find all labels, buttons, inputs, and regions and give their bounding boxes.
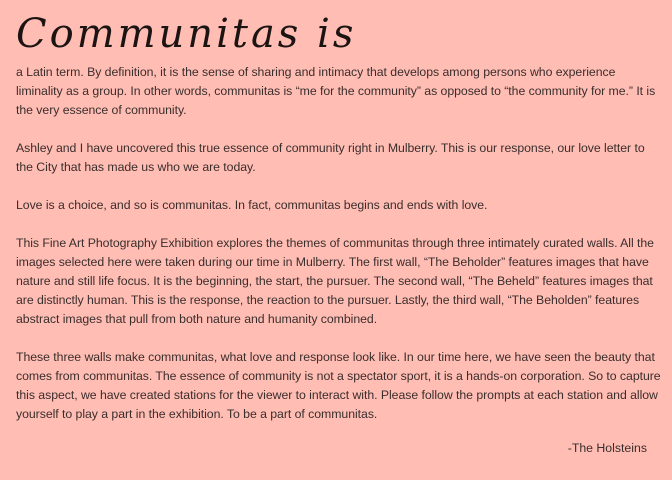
document-body <box>16 63 664 443</box>
paragraph-walls: These three walls make communitas, what love and response look like. In our time here, we have seen the beauty that comes from communitas. The essence of community is not a spectator sport, it is a hands-on corporation. So to capture this aspect, we have created stations for the viewer to interact with. Please follow the prompts at each station and allow yourself to play a part in the exhibition. To be a part of communitas. <box>16 350 661 421</box>
page-title: Communitas is <box>16 11 357 57</box>
signature: -The Holsteins <box>567 441 647 455</box>
paragraph-love: Love is a choice, and so is communitas. In fact, communitas begins and ends with love. <box>16 198 488 212</box>
paragraph-definition: a Latin term. By definition, it is the sense of sharing and intimacy that develops among persons who experience liminality as a group. In other words, communitas is “me for the community” as opposed to “the community for me.” It is the very essence of community. <box>16 65 656 117</box>
paragraph-exhibition: This Fine Art Photography Exhibition explores the themes of communitas through three intimately curated walls. All the images selected here were taken during our time in Mulberry. The first wall, “The Beholder” features images that have nature and still life focus. It is the beginning, the start, the pursuer. The second wall, “The Beheld” features images that are distinctly human. This is the response, the reaction to the pursuer. Lastly, the third wall, “The Beholden” features abstract images that pull from both nature and humanity combined. <box>16 236 654 326</box>
paragraph-mulberry: Ashley and I have uncovered this true essence of community right in Mulberry. This is our response, our love letter to the City that has made us who we are today. <box>16 141 645 174</box>
